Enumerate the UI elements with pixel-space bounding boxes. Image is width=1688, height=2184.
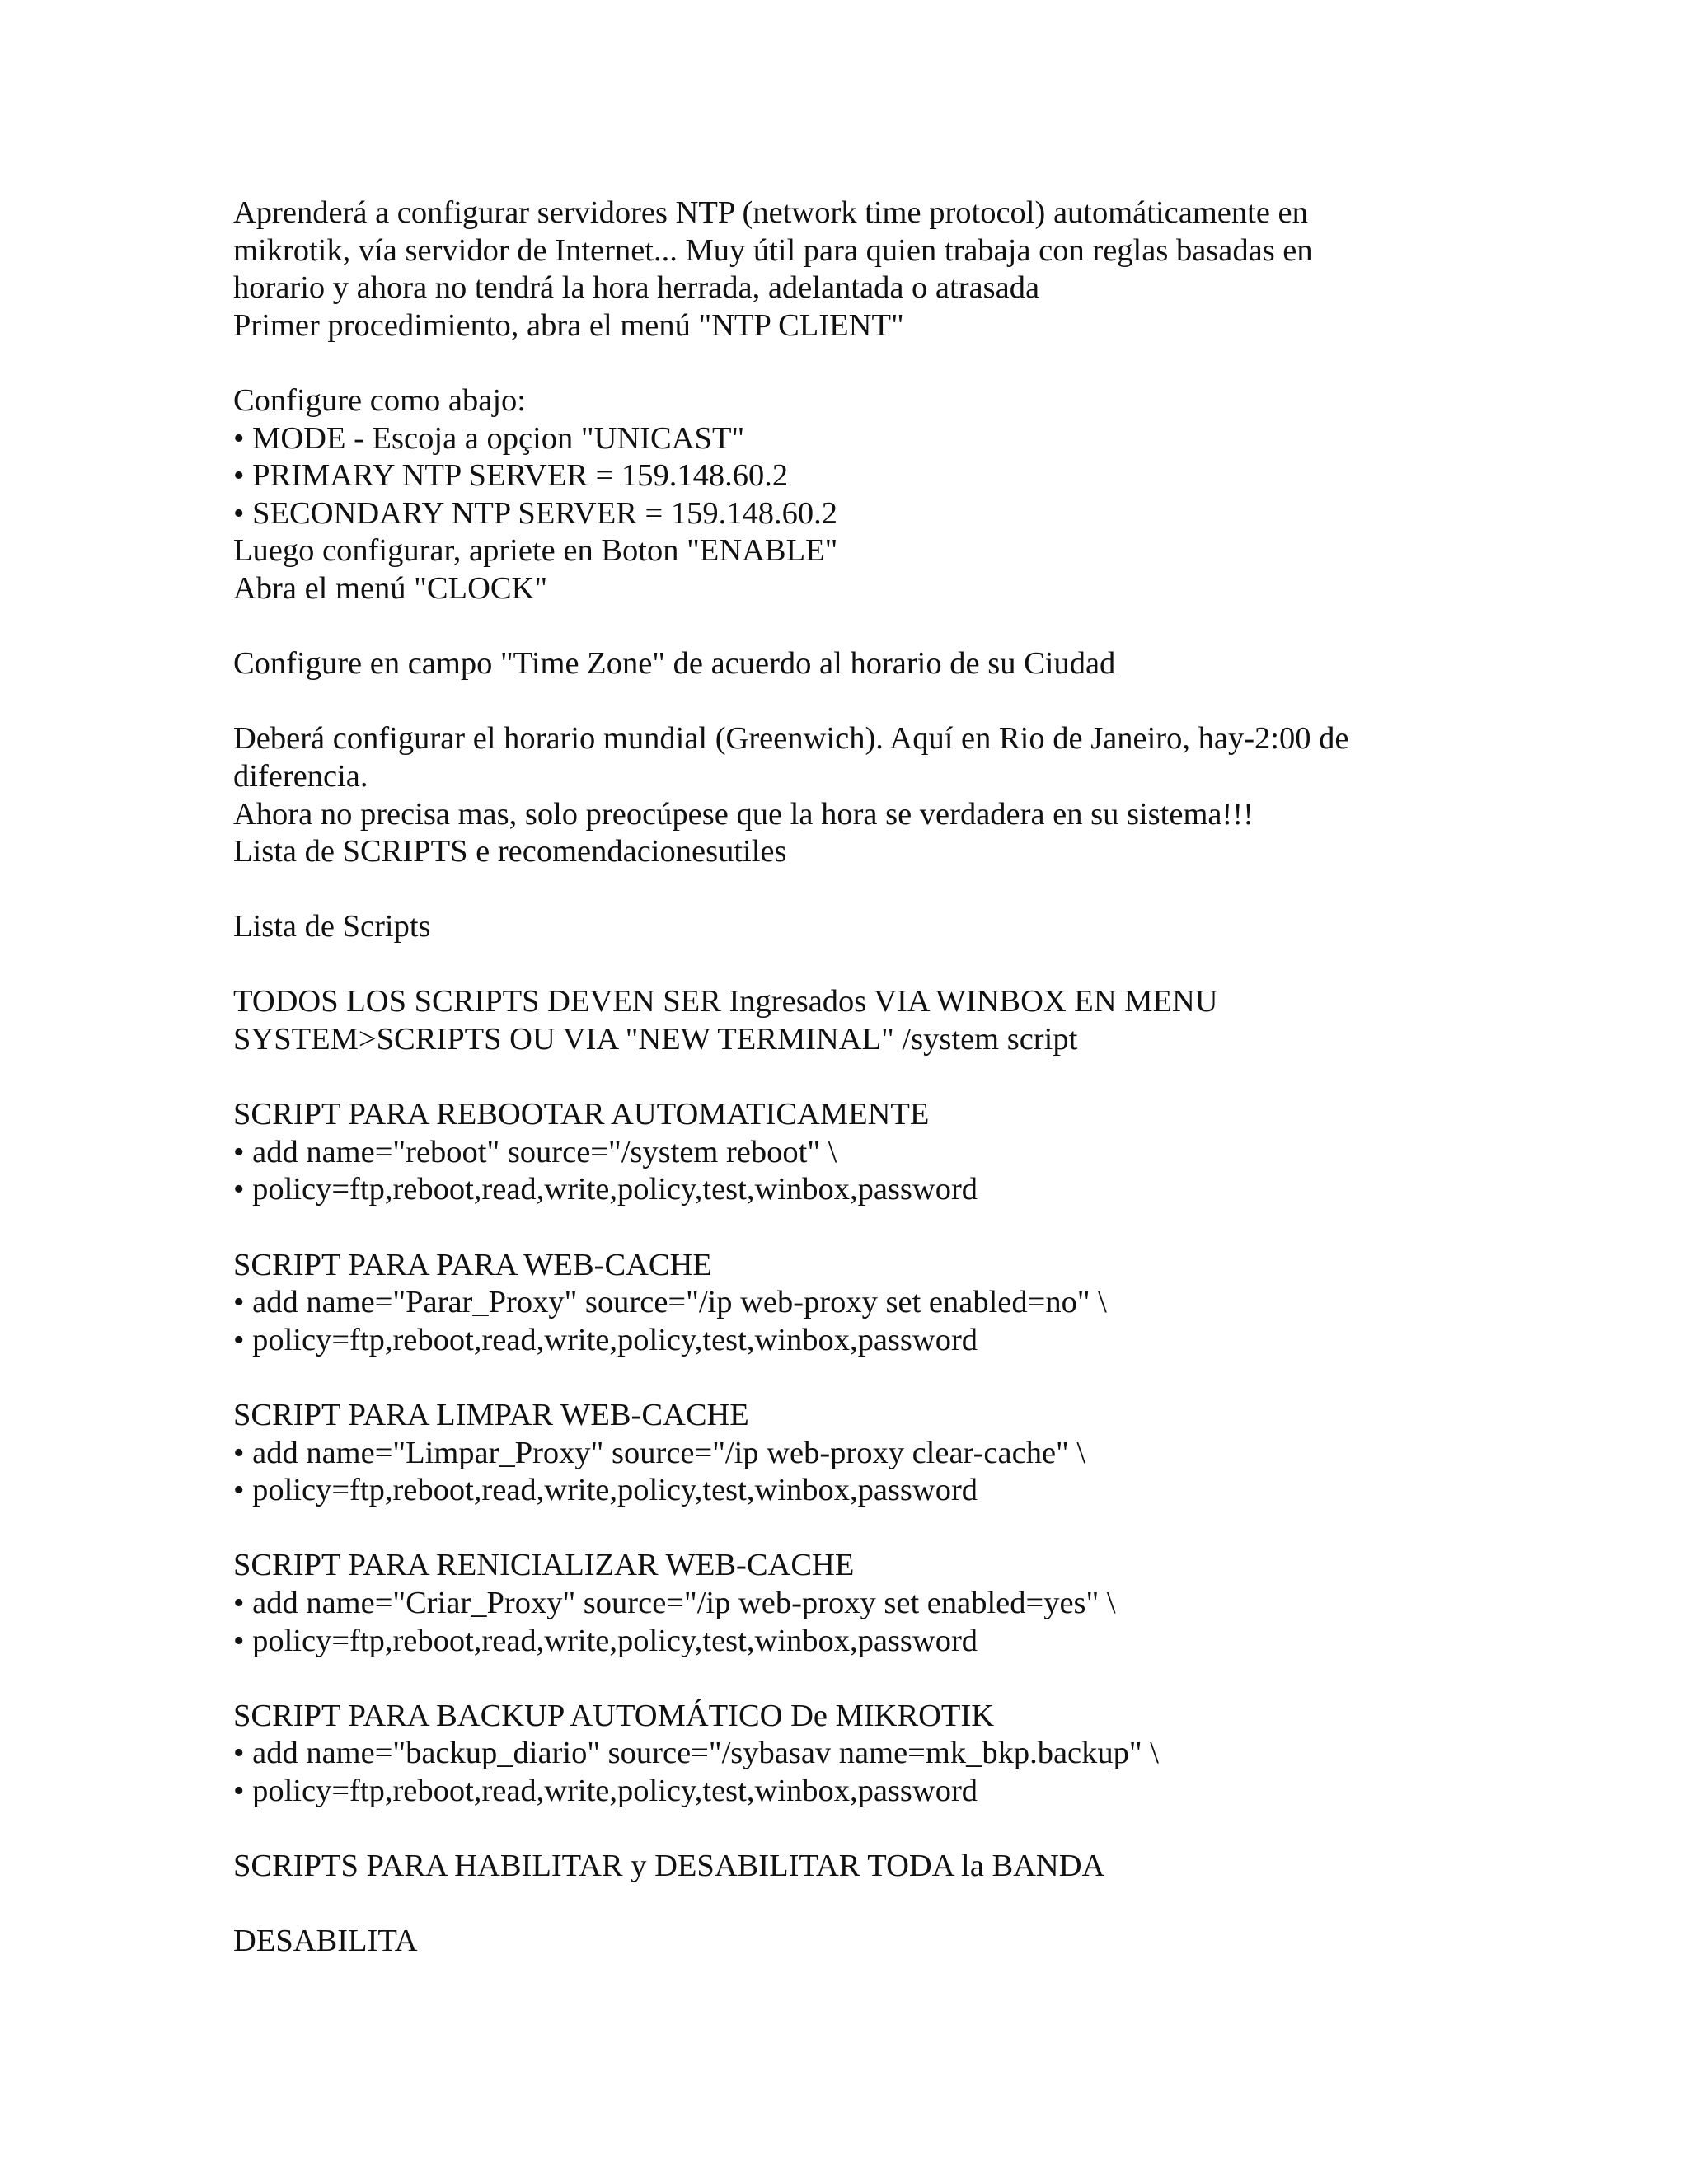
text-line: diferencia.: [233, 758, 368, 794]
blank-line: [233, 1209, 1470, 1247]
blank-line: [233, 1660, 1470, 1698]
blank-line: [233, 1510, 1470, 1548]
text-line: Ahora no precisa mas, solo preocúpese que la hora se verdadera en su sistema!!!: [233, 796, 1254, 832]
text-line: Primer procedimiento, abra el menú "NTP CLIENT": [233, 307, 904, 343]
text-line: horario y ahora no tendrá la hora herrada, adelantada o atrasada: [233, 270, 1040, 306]
text-line: Abra el menú "CLOCK": [233, 570, 548, 606]
blank-line: [233, 683, 1470, 721]
bullet-item: • add name="reboot" source="/system reboot" \: [233, 1134, 837, 1169]
bullet-item: • policy=ftp,reboot,read,write,policy,test,winbox,password: [233, 1773, 978, 1808]
bullet-item: • add name="Limpar_Proxy" source="/ip web-proxy clear-cache" \: [233, 1435, 1086, 1470]
blank-line: [233, 946, 1470, 984]
bullet-item: • add name="backup_diario" source="/sybasav name=mk_bkp.backup" \: [233, 1736, 1159, 1771]
bullet-item: • add name="Parar_Proxy" source="/ip web-proxy set enabled=no" \: [233, 1285, 1107, 1320]
section-heading: SCRIPTS PARA HABILITAR y DESABILITAR TODA la BANDA: [233, 1849, 1105, 1884]
blank-line: [233, 1059, 1470, 1097]
text-line: Lista de SCRIPTS e recomendacionesutiles: [233, 834, 787, 869]
section-heading: SCRIPT PARA PARA WEB-CACHE: [233, 1247, 712, 1282]
document-page: [233, 194, 1470, 1961]
section-heading: SCRIPT PARA RENICIALIZAR WEB-CACHE: [233, 1548, 855, 1583]
bullet-item: • MODE - Escoja a opçion "UNICAST": [233, 420, 745, 456]
bullet-item: • policy=ftp,reboot,read,write,policy,test,winbox,password: [233, 1322, 978, 1357]
text-line: mikrotik, vía servidor de Internet... Muy útil para quien trabaja con reglas basadas en: [233, 232, 1313, 268]
section-heading: SCRIPT PARA REBOOTAR AUTOMATICAMENTE: [233, 1097, 930, 1132]
blank-line: [233, 344, 1470, 382]
bullet-item: • add name="Criar_Proxy" source="/ip web-proxy set enabled=yes" \: [233, 1585, 1116, 1620]
text-line: Luego configurar, apriete en Boton "ENABLE": [233, 533, 838, 569]
text-line: Aprenderá a configurar servidores NTP (network time protocol) automáticamente en: [233, 195, 1308, 230]
bullet-item: • policy=ftp,reboot,read,write,policy,test,winbox,password: [233, 1172, 978, 1207]
blank-line: [233, 1359, 1470, 1397]
section-heading: Lista de Scripts: [233, 909, 431, 944]
text-line: TODOS LOS SCRIPTS DEVEN SER Ingresados VIA WINBOX EN MENU: [233, 984, 1218, 1019]
blank-line: [233, 1811, 1470, 1849]
blank-line: [233, 608, 1470, 646]
text-line: Configure en campo "Time Zone" de acuerdo al horario de su Ciudad: [233, 646, 1116, 682]
section-heading: DESABILITA: [233, 1924, 418, 1959]
bullet-item: • PRIMARY NTP SERVER = 159.148.60.2: [233, 458, 789, 494]
text-line: Configure como abajo:: [233, 382, 526, 418]
text-line: Deberá configurar el horario mundial (Greenwich). Aquí en Rio de Janeiro, hay-2:00 de: [233, 721, 1349, 757]
text-line: SYSTEM>SCRIPTS OU VIA "NEW TERMINAL" /system script: [233, 1022, 1078, 1057]
bullet-item: • policy=ftp,reboot,read,write,policy,test,winbox,password: [233, 1473, 978, 1508]
bullet-item: • SECONDARY NTP SERVER = 159.148.60.2: [233, 495, 838, 531]
blank-line: [233, 871, 1470, 909]
section-heading: SCRIPT PARA BACKUP AUTOMÁTICO De MIKROTIK: [233, 1698, 995, 1733]
blank-line: [233, 1886, 1470, 1924]
bullet-item: • policy=ftp,reboot,read,write,policy,test,winbox,password: [233, 1623, 978, 1658]
section-heading: SCRIPT PARA LIMPAR WEB-CACHE: [233, 1398, 749, 1432]
